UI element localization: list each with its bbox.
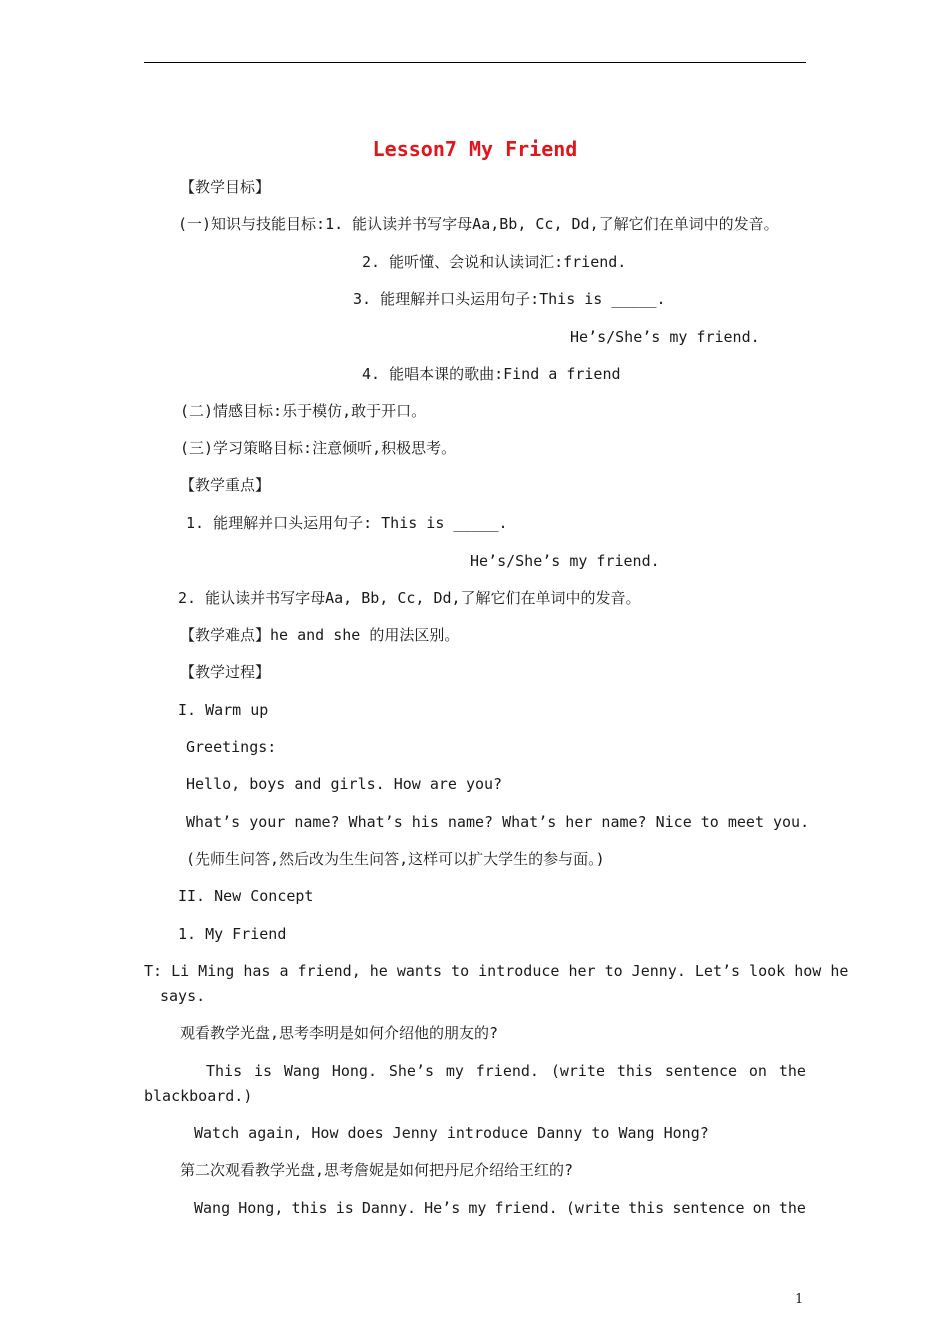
word: friend. (494, 1199, 558, 1217)
teacher-line-continued: says. (160, 987, 206, 1005)
word: He’s (424, 1199, 461, 1217)
teaching-note: (先师生问答,然后改为生生问答,这样可以扩大学生的参与面。) (186, 850, 605, 868)
teacher-line: T: Li Ming has a friend, he wants to introduce her to Jenny. Let’s look how he (144, 962, 849, 980)
word: the (778, 1199, 806, 1217)
watch-instruction-1: 观看教学光盘,思考李明是如何介绍他的朋友的? (180, 1024, 499, 1042)
word: She’s (388, 1062, 434, 1080)
word: friend. (475, 1062, 539, 1080)
word: sentence (672, 1199, 745, 1217)
word: This (206, 1062, 243, 1080)
objective-knowledge-1: (一)知识与技能目标:1. 能认读并书写字母Aa,Bb, Cc, Dd,了解它们在单词中的发音。 (178, 215, 779, 233)
objective-emotion: (二)情感目标:乐于模仿,敢于开口。 (180, 402, 427, 420)
word: the (778, 1062, 806, 1080)
objective-knowledge-3-sentence: He’s/She’s my friend. (570, 328, 760, 346)
key-points-heading: 【教学重点】 (180, 476, 271, 494)
objective-strategy: (三)学习策略目标:注意倾听,积极思考。 (180, 439, 457, 457)
key-point-1-sentence: He’s/She’s my friend. (470, 552, 660, 570)
word: my (445, 1062, 464, 1080)
example-sentence-1-continued: blackboard.) (144, 1087, 253, 1105)
word: Hong, (238, 1199, 284, 1217)
word: on (752, 1199, 771, 1217)
watch-again-question: Watch again, How does Jenny introduce Danny to Wang Hong? (194, 1124, 709, 1142)
word: is (335, 1199, 354, 1217)
objective-knowledge-4: 4. 能唱本课的歌曲:Find a friend (362, 365, 621, 383)
example-sentence-2 (194, 1198, 806, 1218)
page-number: 1 (795, 1292, 804, 1307)
word: (write (565, 1199, 620, 1217)
greeting-line-hello: Hello, boys and girls. How are you? (186, 775, 503, 793)
word: on (748, 1062, 767, 1080)
process-heading: 【教学过程】 (180, 663, 271, 681)
key-point-1: 1. 能理解并口头运用句子: This is _____. (186, 514, 508, 532)
objective-knowledge-2: 2. 能听懂、会说和认读词汇:friend. (362, 253, 627, 271)
word: Wang (194, 1199, 231, 1217)
example-sentence-1 (206, 1061, 806, 1081)
my-friend-subheading: 1. My Friend (178, 925, 287, 943)
warm-up-heading: I. Warm up (178, 701, 269, 719)
greeting-line-names: What’s your name? What’s his name? What’s her name? Nice to meet you. (186, 813, 810, 831)
key-point-2: 2. 能认读并书写字母Aa, Bb, Cc, Dd,了解它们在单词中的发音。 (178, 589, 641, 607)
header-rule (144, 62, 806, 63)
objective-knowledge-3: 3. 能理解并口头运用句子:This is _____. (353, 290, 666, 308)
word: my (468, 1199, 487, 1217)
new-concept-heading: II. New Concept (178, 887, 314, 905)
greetings-label: Greetings: (186, 738, 277, 756)
objectives-heading: 【教学目标】 (180, 178, 271, 196)
lesson-title: Lesson7 My Friend (372, 137, 578, 161)
word: Hong. (331, 1062, 377, 1080)
word: (write (550, 1062, 605, 1080)
difficulty: 【教学难点】he and she 的用法区别。 (180, 626, 460, 644)
word: Wang (283, 1062, 320, 1080)
word: Danny. (361, 1199, 417, 1217)
word: this (291, 1199, 328, 1217)
word: this (628, 1199, 665, 1217)
watch-instruction-2: 第二次观看教学光盘,思考詹妮是如何把丹尼介绍给王红的? (180, 1161, 574, 1179)
word: this (616, 1062, 653, 1080)
word: sentence (664, 1062, 738, 1080)
word: is (253, 1062, 273, 1080)
